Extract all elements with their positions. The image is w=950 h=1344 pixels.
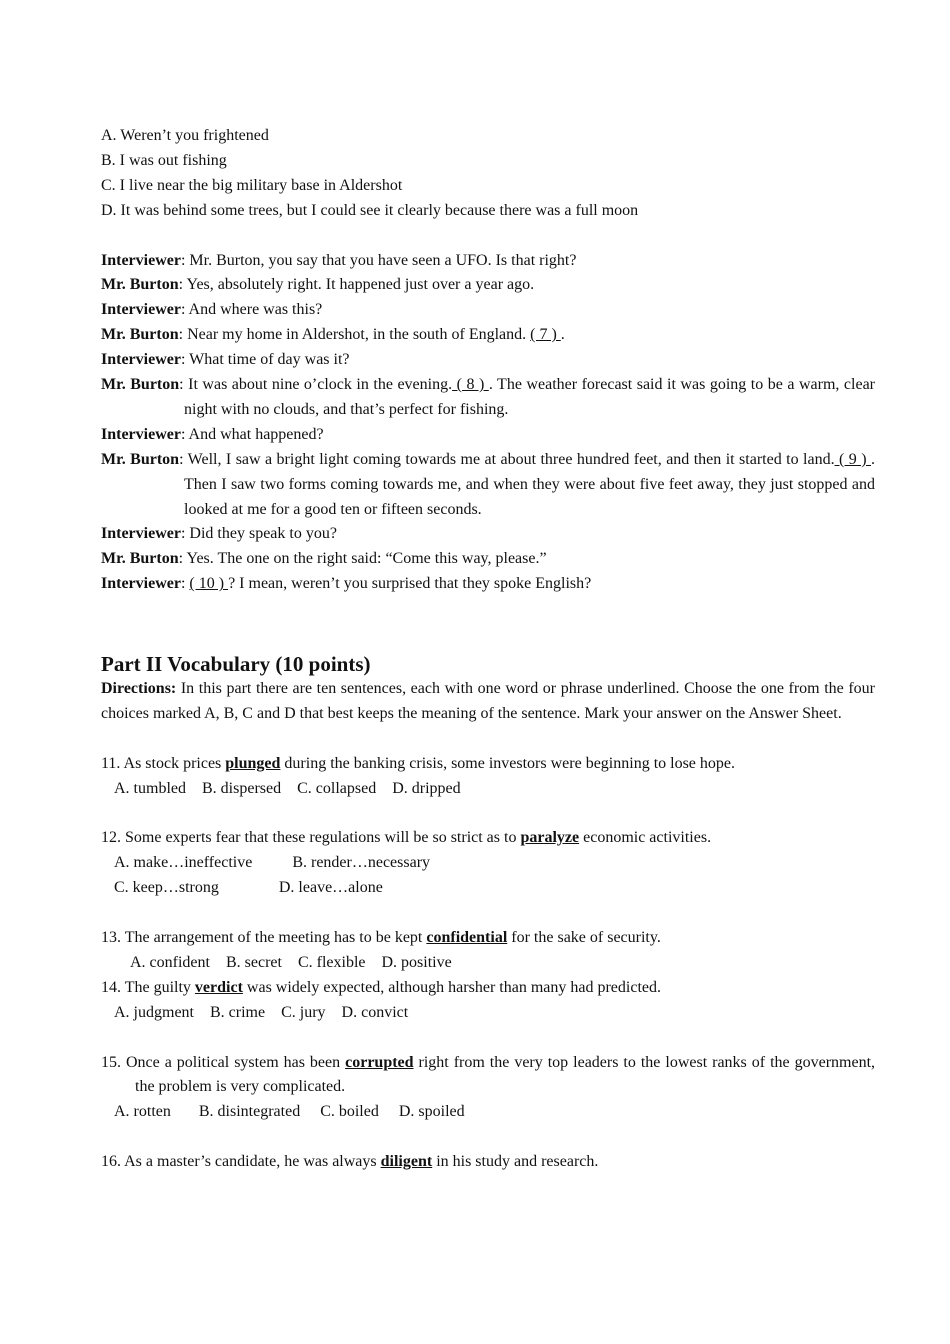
question-15: 15. Once a political system has been corrupted right from the very top leaders to the lowest ranks of the government, the problem is very complicated. bbox=[101, 1053, 876, 1096]
speaker-burton: Mr. Burton bbox=[101, 550, 179, 568]
underlined-word: plunged bbox=[225, 754, 281, 772]
speaker-burton: Mr. Burton bbox=[101, 450, 180, 468]
blank-9: ( 9 ) bbox=[834, 450, 871, 468]
dialogue-line: Interviewer: ( 10 ) ? I mean, weren’t you surprised that they spoke English? bbox=[101, 575, 592, 593]
dialogue-line: Interviewer: And what happened? bbox=[101, 425, 324, 443]
speaker-burton: Mr. Burton bbox=[101, 326, 179, 344]
underlined-word: paralyze bbox=[520, 829, 580, 847]
speaker-interviewer: Interviewer bbox=[101, 425, 181, 443]
underlined-word: verdict bbox=[194, 978, 243, 996]
speaker-burton: Mr. Burton bbox=[101, 376, 180, 394]
question-12-options-1: A. make…ineffective B. render…necessary bbox=[114, 854, 431, 872]
question-12: 12. Some experts fear that these regulations will be so strict as to paralyze economic activities. bbox=[101, 829, 712, 847]
option-b: B. I was out fishing bbox=[101, 151, 227, 169]
question-11-options: A. tumbled B. dispersed C. collapsed D. dripped bbox=[114, 779, 461, 797]
blank-10: ( 10 ) bbox=[189, 575, 229, 593]
question-16: 16. As a master’s candidate, he was always diligent in his study and research. bbox=[101, 1153, 599, 1171]
question-13: 13. The arrangement of the meeting has to be kept confidential for the sake of security. bbox=[101, 929, 661, 947]
question-11: 11. As stock prices plunged during the banking crisis, some investors were beginning to lose hope. bbox=[101, 754, 736, 772]
question-14: 14. The guilty verdict was widely expected, although harsher than many had predicted. bbox=[101, 978, 661, 996]
underlined-word: confidential bbox=[426, 929, 508, 947]
blank-8: ( 8 ) bbox=[452, 376, 489, 394]
option-d: D. It was behind some trees, but I could see it clearly because there was a full moon bbox=[101, 201, 639, 219]
speaker-interviewer: Interviewer bbox=[101, 575, 181, 593]
dialogue-line: Mr. Burton: Well, I saw a bright light coming towards me at about three hundred feet, and then it started to land. ( 9 ) . Then I saw two forms coming towards me, and when they were about five feet away, they just stopped and looked at me for a good ten or fifteen seconds. bbox=[101, 450, 875, 518]
question-14-options: A. judgment B. crime C. jury D. convict bbox=[114, 1003, 409, 1021]
speaker-interviewer: Interviewer bbox=[101, 301, 181, 319]
underlined-word: corrupted bbox=[345, 1053, 414, 1071]
dialogue-line: Interviewer: Did they speak to you? bbox=[101, 525, 337, 543]
option-a: A. Weren’t you frightened bbox=[101, 127, 269, 144]
directions: Directions: In this part there are ten sentences, each with one word or phrase underlined. Choose the one from the four choices marked A, B, C and D that best keeps the meaning of the sentence. Mark your answer on the Answer Sheet. bbox=[101, 680, 875, 722]
dialogue-line: Mr. Burton: Yes, absolutely right. It happened just over a year ago. bbox=[101, 276, 535, 294]
speaker-interviewer: Interviewer bbox=[101, 251, 181, 269]
blank-7: ( 7 ) bbox=[530, 326, 561, 344]
dialogue-line: Mr. Burton: Near my home in Aldershot, in the south of England. ( 7 ) . bbox=[101, 326, 565, 344]
dialogue-line: Mr. Burton: Yes. The one on the right said: “Come this way, please.” bbox=[101, 550, 547, 568]
speaker-interviewer: Interviewer bbox=[101, 351, 181, 369]
section-heading: Part II Vocabulary (10 points) bbox=[101, 652, 371, 676]
underlined-word: diligent bbox=[380, 1153, 433, 1171]
dialogue-line: Interviewer: What time of day was it? bbox=[101, 351, 350, 369]
question-12-options-2: C. keep…strong D. leave…alone bbox=[114, 879, 383, 897]
document-page bbox=[101, 124, 875, 1175]
question-13-options: A. confident B. secret C. flexible D. positive bbox=[130, 953, 452, 971]
dialogue-line: Mr. Burton: It was about nine o’clock in the evening. ( 8 ) . The weather forecast said it was going to be a warm, clear night with no clouds, and that’s perfect for fishing. bbox=[101, 376, 875, 418]
speaker-interviewer: Interviewer bbox=[101, 525, 181, 543]
question-15-options: A. rotten B. disintegrated C. boiled D. spoiled bbox=[114, 1103, 465, 1121]
speaker-burton: Mr. Burton bbox=[101, 276, 179, 294]
dialogue-line: Interviewer: And where was this? bbox=[101, 301, 323, 319]
option-c: C. I live near the big military base in Aldershot bbox=[101, 176, 403, 194]
directions-label: Directions: bbox=[101, 680, 177, 697]
dialogue-line: Interviewer: Mr. Burton, you say that you have seen a UFO. Is that right? bbox=[101, 251, 577, 269]
